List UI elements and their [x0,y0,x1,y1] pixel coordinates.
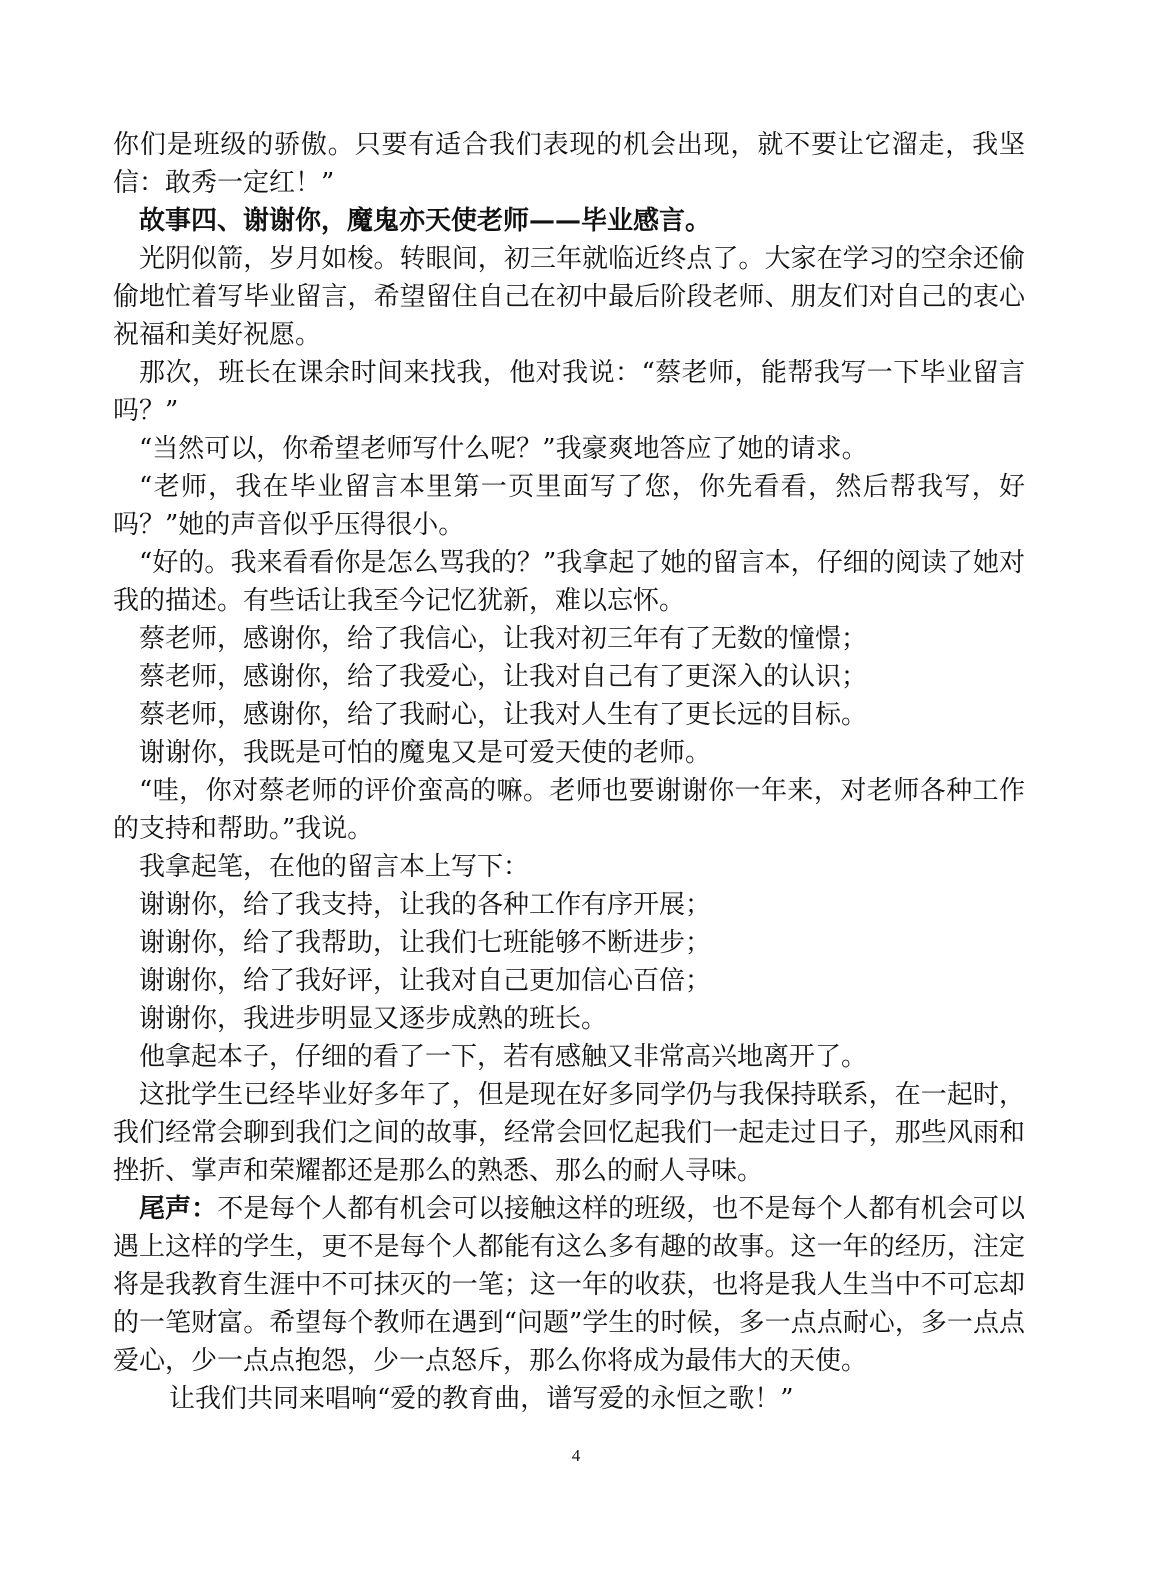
quoted-line: 蔡老师，感谢你，给了我耐心，让我对人生有了更长远的目标。 [139,700,868,730]
paragraph: “老师，我在毕业留言本里第一页里面写了您，你先看看，然后帮我写，好吗？”她的声音似乎压得很小。 [113,472,1025,540]
paragraph-continuation: 你们是班级的骄傲。只要有适合我们表现的机会出现，就不要让它溜走，我坚信：敢秀一定红！” [113,130,1025,198]
quoted-line: 谢谢你，给了我好评，让我对自己更加信心百倍； [139,966,712,996]
paragraph: 光阴似箭，岁月如梭。转眼间，初三年就临近终点了。大家在学习的空余还偷偷地忙着写毕业留言，希望留住自己在初中最后阶段老师、朋友们对自己的衷心祝福和美好祝愿。 [113,244,1025,350]
epilogue-text: 不是每个人都有机会可以接触这样的班级，也不是每个人都有机会可以遇上这样的学生，更不是每个人都能有这么多有趣的故事。这一年的经历，注定将是我教育生涯中不可抹灭的一笔；这一年的收获，也将是我人生当中不可忘却的一笔财富。希望每个教师在遇到“问题”学生的时候，多一点点耐心，多一点点爱心，少一点点抱怨，少一点怒斥，那么你将成为最伟大的天使。 [113,1194,1025,1376]
paragraph: “好的。我来看看你是怎么骂我的？”我拿起了她的留言本，仔细的阅读了她对我的描述。有些话让我至今记忆犹新，难以忘怀。 [113,548,1025,616]
epilogue-paragraph [113,1190,1025,1380]
paragraph: “哇，你对蔡老师的评价蛮高的嘛。老师也要谢谢你一年来，对老师各种工作的支持和帮助。”我说。 [113,776,1025,844]
paragraph: “当然可以，你希望老师写什么呢？”我豪爽地答应了她的请求。 [139,434,868,464]
paragraph: 我拿起笔，在他的留言本上写下： [139,852,530,882]
epilogue-lead: 尾声： [139,1194,218,1224]
quoted-line: 蔡老师，感谢你，给了我信心，让我对初三年有了无数的憧憬； [139,624,868,654]
section-heading: 故事四、谢谢你，魔鬼亦天使老师——毕业感言。 [139,206,712,236]
quoted-line: 谢谢你，我进步明显又逐步成熟的班长。 [139,1004,608,1034]
closing-line: 让我们共同来唱响“爱的教育曲，谱写爱的永恒之歌！” [169,1384,794,1414]
paragraph: 那次，班长在课余时间来找我，他对我说：“蔡老师，能帮我写一下毕业留言吗？” [113,358,1025,426]
quoted-line: 谢谢你，给了我帮助，让我们七班能够不断进步； [139,928,712,958]
page-number: 4 [571,1446,581,1465]
paragraph: 这批学生已经毕业好多年了，但是现在好多同学仍与我保持联系，在一起时，我们经常会聊到我们之间的故事，经常会回忆起我们一起走过日子，那些风雨和挫折、掌声和荣耀都还是那么的熟悉、那么的耐人寻味。 [113,1080,1025,1186]
document-page [113,126,1025,1418]
quoted-line: 谢谢你，我既是可怕的魔鬼又是可爱天使的老师。 [139,738,712,768]
quoted-line: 蔡老师，感谢你，给了我爱心，让我对自己有了更深入的认识； [139,662,868,692]
quoted-line: 谢谢你，给了我支持，让我的各种工作有序开展； [139,890,712,920]
paragraph: 他拿起本子，仔细的看了一下，若有感触又非常高兴地离开了。 [139,1042,868,1072]
